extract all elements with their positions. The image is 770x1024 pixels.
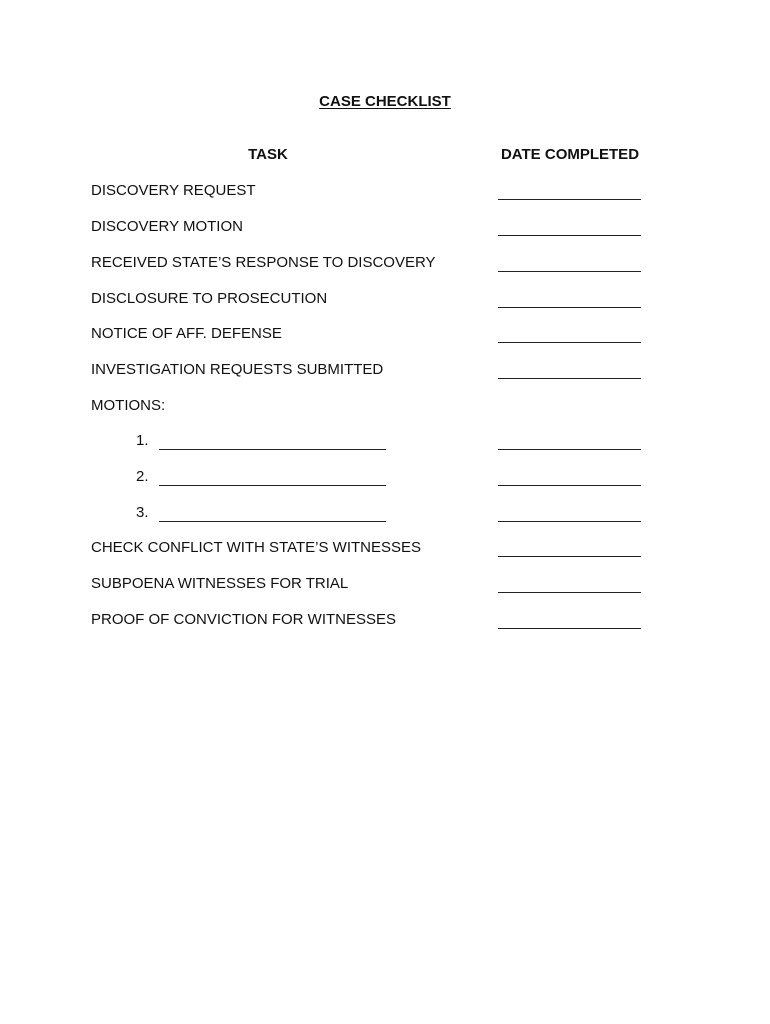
date-completed-blank[interactable] xyxy=(498,271,641,272)
task-label: DISCLOSURE TO PROSECUTION xyxy=(91,290,328,307)
motion-name-blank[interactable] xyxy=(159,485,386,486)
date-completed-blank[interactable] xyxy=(498,235,641,236)
task-row-investigation-requests xyxy=(0,361,770,385)
motion-number: 1. xyxy=(136,432,149,449)
motions-heading-row xyxy=(0,397,770,421)
date-completed-blank[interactable] xyxy=(498,592,641,593)
motions-label: MOTIONS: xyxy=(91,397,166,414)
task-row-discovery-request xyxy=(0,182,770,206)
motion-number: 3. xyxy=(136,504,149,521)
date-completed-blank[interactable] xyxy=(498,521,641,522)
task-label: SUBPOENA WITNESSES FOR TRIAL xyxy=(91,575,349,592)
motion-row-1 xyxy=(0,432,770,456)
motion-name-blank[interactable] xyxy=(159,449,386,450)
date-completed-blank[interactable] xyxy=(498,485,641,486)
task-label: PROOF OF CONVICTION FOR WITNESSES xyxy=(91,611,397,628)
task-row-notice-of-aff-defense xyxy=(0,325,770,349)
task-row-check-conflict xyxy=(0,539,770,563)
document-title: CASE CHECKLIST xyxy=(319,93,451,110)
task-label: CHECK CONFLICT WITH STATE’S WITNESSES xyxy=(91,539,422,556)
task-label: NOTICE OF AFF. DEFENSE xyxy=(91,325,282,342)
task-label: RECEIVED STATE’S RESPONSE TO DISCOVERY xyxy=(91,254,436,271)
task-row-proof-of-conviction xyxy=(0,611,770,635)
date-completed-blank[interactable] xyxy=(498,342,641,343)
motion-number: 2. xyxy=(136,468,149,485)
task-row-subpoena-witnesses xyxy=(0,575,770,599)
motion-name-blank[interactable] xyxy=(159,521,386,522)
task-label: DISCOVERY MOTION xyxy=(91,218,243,235)
task-label: INVESTIGATION REQUESTS SUBMITTED xyxy=(91,361,384,378)
date-completed-column-header: DATE COMPLETED xyxy=(500,146,640,163)
task-row-discovery-motion xyxy=(0,218,770,242)
date-completed-blank[interactable] xyxy=(498,199,641,200)
motion-row-2 xyxy=(0,468,770,492)
task-row-disclosure-to-prosecution xyxy=(0,290,770,314)
date-completed-blank[interactable] xyxy=(498,307,641,308)
date-completed-blank[interactable] xyxy=(498,378,641,379)
task-row-received-states-response xyxy=(0,254,770,278)
motion-row-3 xyxy=(0,504,770,528)
task-column-header: TASK xyxy=(248,146,288,163)
date-completed-blank[interactable] xyxy=(498,556,641,557)
task-label: DISCOVERY REQUEST xyxy=(91,182,256,199)
date-completed-blank[interactable] xyxy=(498,628,641,629)
date-completed-blank[interactable] xyxy=(498,449,641,450)
